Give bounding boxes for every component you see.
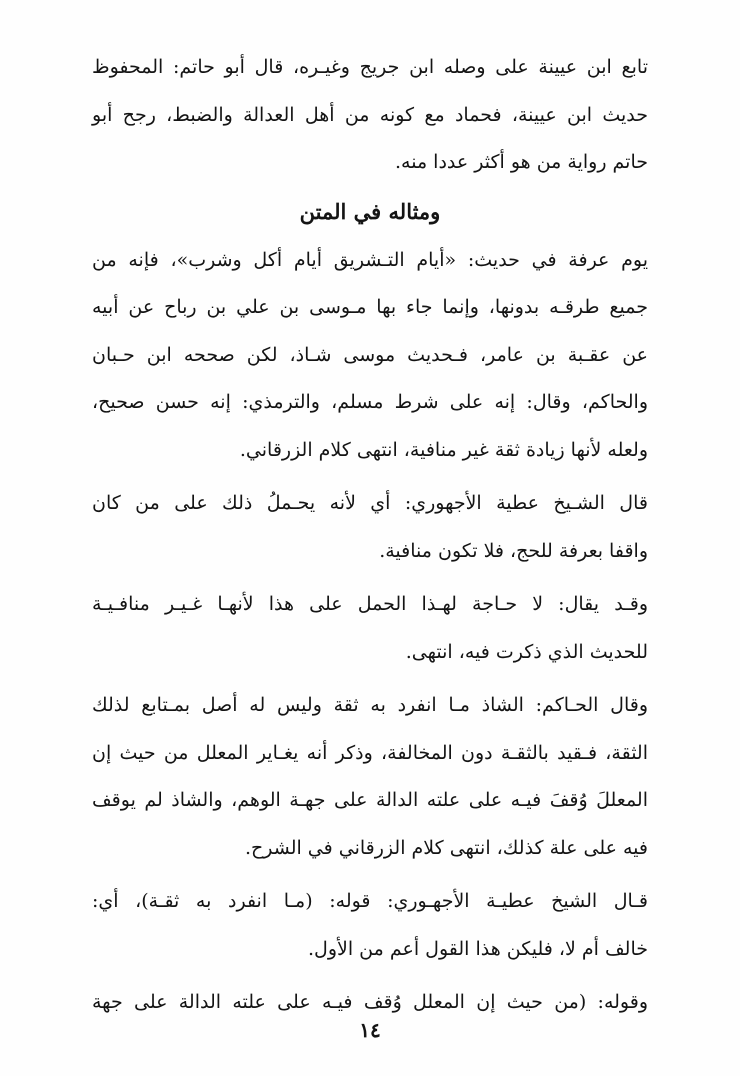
text-line: قـال الشيخ عطيـة الأجهـوري: قوله: (مـا انفرد به ثقـة)، أي:	[92, 890, 648, 912]
text-line: عن عقـبة بن عامر، فـحديث موسى شـاذ، لكن صححه ابن حـبان	[92, 343, 648, 366]
text-line: حاتم رواية من هو أكثر عددا منه.	[394, 151, 648, 173]
text-line: ولعله لأنها زيادة ثقة غير منافية، انتهى كلام الزرقاني.	[239, 438, 648, 461]
text-line: واقفا بعرفة للحج، فلا تكون منافية.	[379, 539, 648, 562]
section-heading: ومثاله في المتن	[299, 198, 441, 224]
text-line: وقوله: (من حيث إن المعلل وُقف فيـه على علته الدالة على جهة	[92, 991, 648, 1013]
text-line: الثقة، فـقيد بالثقـة دون المخالفة، وذكر أنه يغـاير المعلل من حيث إن	[92, 741, 648, 764]
text-line: وقـد يقال: لا حـاجة لهـذا الحمل على هذا لأنهـا غـيـر منافـيـة	[92, 593, 648, 615]
paragraph-ajhuri-1	[92, 480, 648, 575]
text-line: والحاكم، وقال: إنه على شرط مسلم، والترمذي: إنه حسن صحيح،	[92, 391, 648, 413]
text-line: المعللَ وُقفَ فيـه على علته الدالة على جهـة الوهم، والشاذ لم يوقف	[92, 789, 648, 811]
text-line: فيه على علة كذلك، انتهى كلام الزرقاني في الشرح.	[244, 836, 648, 859]
text-line: جميع طرقـه بدونها، وإنما جاء بها مـوسى بن علي بن رباح عن أبيه	[92, 296, 648, 318]
text-line: قال الشـيخ عطية الأجهوري: أي لأنه يحـملُ ذلك على من كان	[92, 492, 648, 514]
text-line: تابع ابن عيينة على وصله ابن جريج وغيـره، قال أبو حاتم: المحفوظ	[92, 56, 648, 78]
text-line: حديث ابن عيينة، فحماد مع كونه من أهل العدالة والضبط، رجح أبو	[92, 103, 648, 126]
paragraph-ajhuri-2	[92, 878, 648, 973]
text-line: يوم عرفة في حديث: «أيام التـشريق أيام أكل وشرب»، فإنه من	[92, 248, 648, 271]
text-line: خالف أم لا، فليكن هذا القول أعم من الأول.	[308, 937, 648, 960]
paragraph-qad-yuqal	[92, 581, 648, 676]
page-text	[92, 44, 648, 1027]
paragraph-continuation	[92, 44, 648, 187]
text-line: وقال الحـاكم: الشاذ مـا انفرد به ثقة وليس له أصل بمـتابع لذلك	[92, 694, 648, 716]
page-number: ١٤	[359, 1018, 381, 1042]
paragraph-example-matn	[92, 237, 648, 475]
paragraph-hakim	[92, 682, 648, 872]
text-line: للحديث الذي ذكرت فيه، انتهى.	[405, 640, 648, 663]
